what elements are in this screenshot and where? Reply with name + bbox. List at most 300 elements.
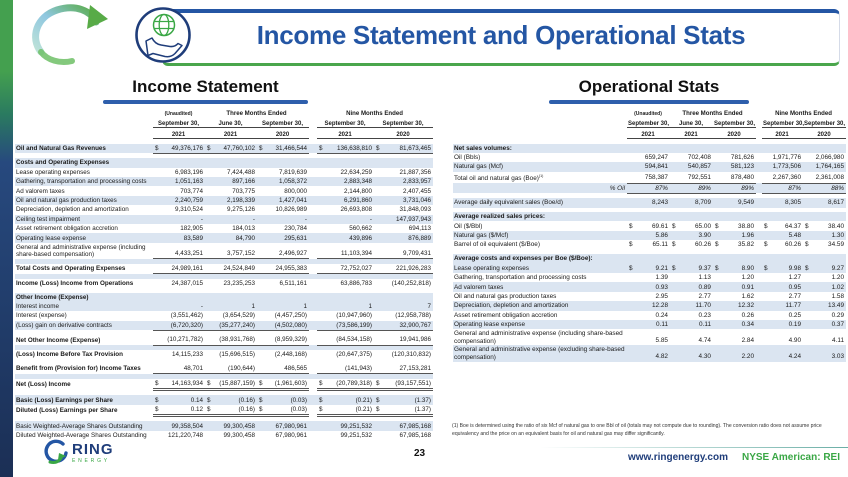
cell-value: (6,720,320): [153, 321, 205, 331]
cell-value: 99,300,458: [223, 432, 255, 440]
unaudited-label: (Unaudited): [634, 111, 662, 117]
cell-value: 11.77: [785, 302, 802, 310]
cell-value: 221,926,283: [374, 264, 433, 274]
cell-value: [153, 158, 205, 167]
col-year: 2020: [803, 128, 846, 139]
table-header: [15, 107, 433, 139]
cell-value: 3.03: [831, 353, 845, 361]
cell-value: 22,634,259: [340, 168, 373, 176]
cell-value: (141,943): [317, 364, 374, 374]
cell-value: $ (20,789,318): [317, 379, 374, 390]
row-label: Ad valorem taxes: [16, 187, 65, 195]
cell-value: [713, 212, 756, 221]
cell-value: $ 0.14: [155, 396, 203, 404]
cell-value: (190,644): [205, 364, 257, 374]
row-label: Costs and Operating Expenses: [16, 159, 110, 167]
cell-value: 2,407,455: [403, 187, 432, 195]
table-row: [453, 172, 846, 183]
cell-value: 4.30: [698, 353, 711, 361]
cell-value: [713, 144, 756, 153]
cell-value: 2,496,927: [257, 243, 309, 259]
cell-value: [257, 293, 309, 302]
cell-value: 659,247: [644, 154, 668, 162]
header-bar: [162, 9, 840, 66]
cell-value: $ 136,638,810: [319, 144, 373, 152]
cell-value: (3,551,462): [170, 312, 203, 320]
col-date: September 30,: [374, 117, 433, 128]
cell-value: 88%: [803, 183, 846, 193]
cell-value: 87%: [627, 183, 670, 193]
cell-value: 230,784: [284, 225, 308, 233]
cell-value: [762, 144, 803, 153]
cell-value: 31,848,093: [399, 206, 432, 214]
cell-value: 7,819,639: [279, 168, 308, 176]
table-row: [453, 292, 846, 301]
table-row: [15, 205, 433, 214]
cell-value: $ (93,157,551): [374, 379, 433, 390]
table-row: [15, 215, 433, 224]
cell-value: 67,980,961: [275, 422, 308, 430]
cell-value: 12.32: [738, 302, 755, 310]
table-row: [15, 421, 433, 430]
cell-value: 2.77: [698, 292, 711, 300]
col-date: September 30,: [317, 117, 374, 128]
cell-value: 24,989,161: [153, 264, 205, 274]
row-label: General and administrative expense (excluding share-based compensation): [454, 346, 625, 362]
cell-value: [670, 212, 713, 221]
cell-value: 1.96: [741, 232, 755, 240]
cell-value: (8,959,329): [257, 335, 309, 345]
cell-value: $ 49,376,176: [155, 144, 203, 152]
col-year: 2020: [713, 128, 756, 139]
income-statement-table: [15, 107, 433, 440]
cell-value: 897,166: [232, 178, 255, 186]
cell-value: [317, 158, 374, 167]
cell-value: $ 38.40: [805, 222, 845, 230]
cell-value: 184,013: [232, 225, 255, 233]
col-date: September 30,: [713, 117, 756, 128]
cell-value: 295,631: [284, 234, 308, 242]
cell-value: 87%: [762, 183, 803, 193]
cell-value: [670, 144, 713, 153]
row-label: Net sales volumes:: [454, 144, 512, 152]
cell-value: (38,931,768): [205, 335, 257, 345]
cell-value: 0.93: [655, 283, 668, 291]
cell-value: 1.13: [698, 274, 711, 282]
table-row: [15, 395, 433, 404]
row-label: Barrel of oil equivalent ($/Boe): [454, 241, 540, 249]
col-year: 2020: [374, 128, 433, 139]
cell-value: $ 81,673,465: [376, 144, 432, 152]
cell-value: 4.90: [788, 337, 802, 345]
cell-value: 6,511,161: [279, 279, 308, 287]
cell-value: $ (0.03): [257, 405, 309, 416]
cell-value: $ 0.12: [153, 405, 205, 416]
cell-value: 1,971,776: [772, 154, 802, 162]
exchange-ticker: NYSE American: REI: [742, 452, 840, 463]
cell-value: 19,941,986: [374, 335, 433, 345]
cell-value: 8,709: [695, 199, 711, 207]
table-row: [15, 302, 433, 311]
cell-value: 8,305: [785, 199, 802, 207]
table-row: [453, 345, 846, 361]
cell-value: $ 35.82: [715, 241, 755, 249]
cell-value: 800,000: [284, 187, 308, 195]
col-date: September 30,: [627, 117, 670, 128]
cell-value: 0.11: [656, 321, 668, 329]
cell-value: (10,271,782): [153, 335, 205, 345]
cell-value: 5.85: [655, 337, 668, 345]
cell-value: $ (15,887,159): [205, 379, 257, 390]
income-statement-section: [15, 107, 433, 440]
cell-value: 0.26: [741, 311, 755, 319]
cell-value: 1.58: [831, 292, 845, 300]
cell-value: 26,693,808: [340, 206, 373, 214]
cell-value: 2,198,339: [226, 196, 255, 204]
cell-value: 9,709,431: [374, 243, 433, 259]
cell-value: $ 8.90: [715, 264, 755, 272]
table-row: [453, 311, 846, 320]
cell-value: [205, 293, 257, 302]
cell-value: 6,983,196: [174, 168, 203, 176]
table-row: [453, 329, 846, 345]
cell-value: $ (1.37): [374, 405, 433, 416]
cell-value: (4,457,250): [274, 312, 308, 320]
logo-subtext: ENERGY: [72, 457, 110, 464]
table-row: [453, 198, 846, 207]
cell-value: 3.90: [698, 232, 711, 240]
cell-value: 486,565: [257, 364, 309, 374]
cell-value: -: [200, 303, 203, 311]
footer-divider: [540, 447, 848, 448]
cell-value: 7,424,488: [226, 168, 255, 176]
row-label: Interest income: [16, 303, 60, 311]
cell-value: 581,123: [730, 163, 755, 171]
table-row: [15, 144, 433, 154]
cell-value: [627, 144, 670, 153]
cell-value: $ 65.00: [672, 222, 711, 230]
cell-value: 67,985,168: [399, 422, 432, 430]
table-row: [15, 243, 433, 259]
cell-value: 3,731,046: [403, 196, 432, 204]
row-label: Total oil and natural gas (Boe)$^{(1)}$: [454, 173, 544, 182]
row-label: Basic (Loss) Earnings per Share: [16, 396, 113, 404]
operational-stats-underline: [549, 100, 749, 104]
row-label: Natural gas (Mcf): [454, 163, 504, 171]
row-label: Ad valorem taxes: [454, 283, 504, 291]
table-row: [453, 240, 846, 249]
row-label: % Oil: [609, 185, 625, 192]
unaudited-label: (Unaudited): [164, 111, 193, 117]
table-row: [15, 335, 433, 345]
income-statement-title: Income Statement: [132, 77, 279, 96]
row-label: Operating lease expense: [16, 234, 87, 242]
cell-value: 0.23: [698, 311, 711, 319]
table-row: [15, 177, 433, 186]
cell-value: [803, 144, 846, 153]
cell-value: 99,358,504: [171, 422, 203, 430]
cell-value: 0.19: [788, 321, 802, 329]
cell-value: (84,534,158): [317, 335, 374, 345]
row-label: Depreciation, depletion and amortization: [16, 206, 129, 214]
table-row: [453, 264, 846, 273]
col-date: September 30,: [803, 117, 846, 128]
col-date: September 30,: [762, 117, 803, 128]
operational-stats-title: Operational Stats: [578, 77, 720, 96]
cell-value: 11,103,394: [317, 243, 374, 259]
cell-value: [153, 293, 205, 302]
cell-value: 1.02: [831, 283, 845, 291]
cell-value: [713, 254, 756, 263]
cell-value: 12.28: [652, 302, 668, 310]
cell-value: $ (0.16): [205, 405, 257, 416]
col-year: 2021: [670, 128, 713, 139]
cell-value: 24,524,849: [205, 264, 257, 274]
cell-value: 2,240,759: [174, 196, 203, 204]
cell-value: 9,275,126: [226, 206, 255, 214]
cell-value: 1.20: [741, 274, 755, 282]
cell-value: 1.20: [831, 274, 845, 282]
cell-value: 0.25: [788, 311, 802, 319]
table-row: [15, 279, 433, 288]
cell-value: 1.27: [788, 274, 802, 282]
cell-value: $ 9.98: [764, 264, 802, 272]
row-label: Depreciation, depletion and amortization: [454, 302, 569, 310]
row-label: Asset retirement obligation accretion: [16, 225, 118, 233]
table-header: [453, 107, 846, 139]
cell-value: (15,696,515): [219, 351, 255, 359]
cell-value: 0.11: [699, 321, 711, 329]
row-label: Diluted (Loss) Earnings per Share: [16, 407, 118, 415]
page-title: Income Statement and Operational Stats: [256, 20, 746, 50]
cell-value: [670, 254, 713, 263]
row-label: Asset retirement obligation accretion: [454, 311, 558, 319]
cell-value: 2,883,348: [344, 178, 373, 186]
cell-value: 8,617: [828, 199, 845, 207]
cell-value: 1,051,163: [174, 178, 203, 186]
col-year: 2021: [627, 128, 670, 139]
ring-swoosh-icon: [42, 439, 70, 467]
row-label: General and administrative expense (including share-based compensation): [454, 330, 623, 345]
cell-value: 32,900,767: [374, 321, 433, 331]
cell-value: 702,408: [687, 154, 711, 162]
cell-value: 0.34: [741, 321, 755, 329]
cell-value: $ 34.59: [805, 241, 845, 249]
cell-value: 99,300,458: [223, 422, 255, 430]
cell-value: (120,310,832): [391, 351, 432, 359]
cell-value: 439,896: [349, 234, 373, 242]
cell-value: 147,937,943: [395, 215, 432, 223]
cell-value: [803, 254, 846, 263]
cell-value: 24,387,015: [171, 279, 203, 287]
cell-value: 67,985,168: [399, 432, 432, 440]
cell-value: -: [304, 215, 308, 223]
footer-links: [628, 452, 840, 463]
cell-value: -: [200, 215, 203, 223]
three-months-header: Three Months Ended: [682, 110, 743, 117]
col-date: June 30,: [205, 117, 257, 128]
row-label: Oil and Natural Gas Revenues: [16, 145, 106, 152]
cell-value: $ 60.26: [672, 241, 711, 249]
cell-value: $ 31,466,544: [259, 144, 308, 152]
cell-value: 5.48: [788, 232, 802, 240]
cell-value: [762, 212, 803, 221]
cell-value: $ 47,760,102: [207, 144, 255, 152]
row-label: Gathering, transportation and processing costs: [16, 178, 147, 186]
cell-value: 2.77: [788, 292, 802, 300]
cell-value: 23,235,253: [223, 279, 255, 287]
cell-value: 2,833,957: [403, 178, 432, 186]
table-row: [15, 350, 433, 359]
table-row: [15, 168, 433, 177]
cell-value: 2,066,980: [815, 154, 845, 162]
cell-value: 84,790: [235, 234, 255, 242]
col-year: 2021: [205, 128, 257, 139]
cell-value: $ 14,163,934: [153, 379, 205, 390]
table-row: [453, 162, 846, 171]
cell-value: (2,448,168): [274, 351, 308, 359]
table-row: [453, 153, 846, 162]
footnote: (1) Boe is determined using the ratio of six Mcf of natural gas to one Bbl of oil (totals may not compute due to rounding). The conversion ratio does not assume price equivalency and the price on an equivalent basis for oil and natural gas may differ significantly.: [452, 423, 822, 438]
cell-value: 182,905: [180, 225, 203, 233]
cell-value: 1,058,372: [279, 178, 308, 186]
swoosh-logo-icon: [20, 2, 110, 68]
cell-value: 0.89: [698, 283, 711, 291]
table-row: [15, 158, 433, 167]
logo-name: RING: [72, 441, 114, 459]
cell-value: 0.37: [831, 321, 845, 329]
row-label: Average daily equivalent sales (Boe/d): [454, 199, 563, 207]
row-label: Average realized sales prices:: [454, 213, 546, 221]
cell-value: 9,549: [738, 199, 755, 207]
table-row: [15, 364, 433, 374]
cell-value: 1.62: [741, 292, 755, 300]
cell-value: 1: [368, 303, 373, 311]
cell-value: 4.24: [788, 353, 802, 361]
row-label: Ceiling test impairment: [16, 215, 81, 223]
table-row: [15, 224, 433, 233]
row-label: Lease operating expenses: [16, 168, 90, 176]
globe-hand-icon: [133, 5, 193, 65]
col-year: 2020: [257, 128, 309, 139]
nine-months-header: Nine Months Ended: [775, 110, 832, 117]
operational-stats-table: [453, 107, 846, 362]
cell-value: [803, 212, 846, 221]
cell-value: $ (0.21): [317, 405, 374, 416]
cell-value: 878,480: [713, 172, 756, 183]
cell-value: 4.11: [832, 337, 845, 345]
three-months-header: Three Months Ended: [226, 110, 287, 117]
cell-value: 0.91: [741, 283, 755, 291]
cell-value: 594,841: [644, 163, 668, 171]
cell-value: 6,291,860: [344, 196, 373, 204]
table-row: [15, 311, 433, 320]
table-row: [453, 301, 846, 310]
cell-value: 703,774: [180, 187, 203, 195]
table-row: [15, 405, 433, 416]
cell-value: [374, 293, 433, 302]
table-row: [15, 264, 433, 274]
cell-value: 4.74: [698, 337, 711, 345]
cell-value: $ 38.80: [715, 222, 755, 230]
col-date: September 30,: [257, 117, 309, 128]
cell-value: 99,251,532: [340, 422, 373, 430]
cell-value: [627, 254, 670, 263]
cell-value: 13.49: [828, 302, 845, 310]
col-year: 2021: [762, 128, 803, 139]
row-label: Oil and natural gas production taxes: [16, 196, 117, 204]
cell-value: -: [369, 215, 373, 223]
row-label: (Loss) Income Before Tax Provision: [16, 351, 123, 359]
cell-value: 4,433,251: [153, 243, 205, 259]
cell-value: 1: [251, 303, 255, 311]
cell-value: 7: [427, 303, 432, 311]
cell-value: (4,502,080): [257, 321, 309, 331]
cell-value: $ 65.11: [629, 241, 668, 249]
cell-value: 10,826,989: [275, 206, 308, 214]
table-row: [15, 321, 433, 331]
cell-value: 89%: [713, 183, 756, 193]
cell-value: $ (1.37): [376, 396, 432, 404]
cell-value: 89%: [670, 183, 713, 193]
website-link[interactable]: www.ringenergy.com: [627, 452, 728, 463]
table-row: [453, 221, 846, 230]
income-statement-underline: [103, 100, 308, 104]
col-year: 2021: [317, 128, 374, 139]
cell-value: 0.29: [831, 311, 845, 319]
cell-value: $ 69.61: [629, 222, 668, 230]
cell-value: 758,387: [627, 172, 670, 183]
page-number: 23: [414, 448, 426, 459]
cell-value: 0.24: [655, 311, 668, 319]
cell-value: 792,551: [670, 172, 713, 183]
cell-value: 24,955,383: [257, 264, 309, 274]
cell-value: (3,654,529): [222, 312, 255, 320]
cell-value: 4.82: [655, 353, 668, 361]
cell-value: (12,958,788): [395, 312, 432, 320]
left-gradient-bar: [0, 0, 13, 477]
cell-value: $ (0.16): [207, 396, 255, 404]
table-row: [453, 254, 846, 263]
cell-value: 1,764,165: [815, 163, 845, 171]
cell-value: (20,647,375): [336, 351, 373, 359]
table-row: [453, 144, 846, 153]
row-label: Gathering, transportation and processing costs: [454, 274, 587, 282]
cell-value: (35,277,240): [205, 321, 257, 331]
table-row: [453, 212, 846, 221]
cell-value: 2,361,008: [803, 172, 846, 183]
cell-value: 11.70: [695, 302, 711, 310]
cell-value: (140,252,818): [391, 279, 432, 287]
cell-value: [627, 212, 670, 221]
cell-value: $ 60.26: [764, 241, 802, 249]
cell-value: 2.84: [741, 337, 755, 345]
table-row: [453, 320, 846, 329]
cell-value: 1,773,506: [772, 163, 802, 171]
cell-value: 83,589: [183, 234, 203, 242]
cell-value: 2,144,800: [344, 187, 373, 195]
row-label: Oil (Bbls): [454, 154, 481, 162]
cell-value: 72,752,027: [317, 264, 374, 274]
cell-value: 1.30: [831, 232, 845, 240]
row-label: Average costs and expenses per Boe ($/Boe):: [454, 255, 593, 263]
table-row: [15, 186, 433, 195]
row-label: Benefit from (Provision for) Income Taxes: [16, 365, 141, 373]
row-label: General and administrative expense (including share-based compensation): [16, 243, 146, 259]
cell-value: 67,980,961: [275, 432, 308, 440]
cell-value: [374, 158, 433, 167]
cell-value: 781,626: [730, 154, 755, 162]
